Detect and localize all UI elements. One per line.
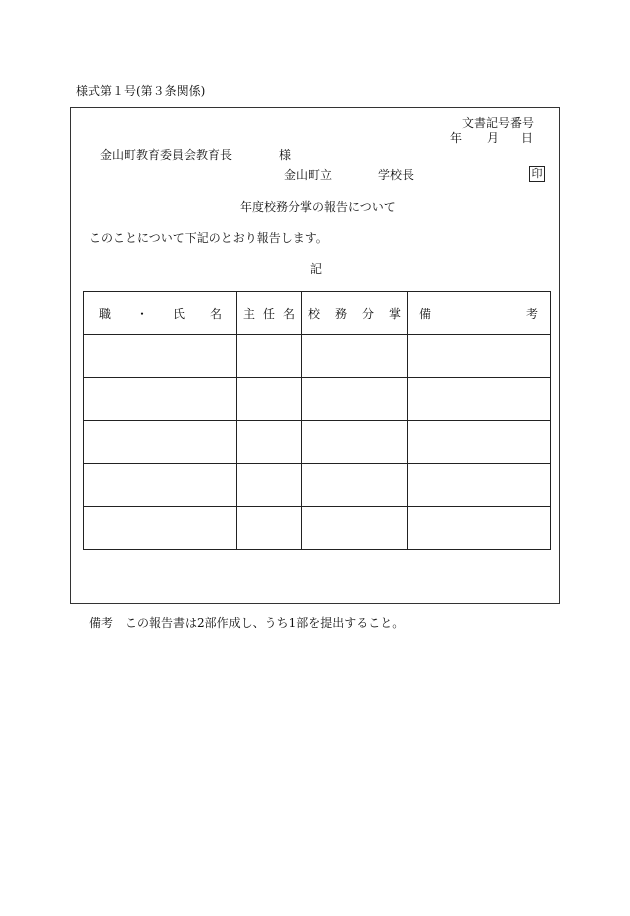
table-row (84, 378, 551, 421)
table-cell[interactable] (408, 335, 551, 378)
date-month-label: 月 (487, 131, 500, 145)
table-cell[interactable] (84, 464, 237, 507)
subject-title: 年度校務分掌の報告について (240, 200, 396, 214)
table-cell[interactable] (237, 378, 302, 421)
seal-stamp: 印 (529, 166, 545, 182)
table-cell[interactable] (237, 421, 302, 464)
table-cell[interactable] (237, 335, 302, 378)
table-cell[interactable] (302, 421, 408, 464)
table-row (84, 464, 551, 507)
table-cell[interactable] (408, 421, 551, 464)
table-cell[interactable] (237, 464, 302, 507)
table-row (84, 335, 551, 378)
header-duty-assignment (302, 292, 408, 335)
addressee-honorific: 様 (279, 148, 292, 162)
header-position-name (84, 292, 237, 335)
report-table (83, 291, 551, 550)
table-cell[interactable] (302, 464, 408, 507)
header-char: 分 (361, 306, 374, 321)
ki-label: 記 (310, 262, 323, 276)
table-cell[interactable] (302, 378, 408, 421)
header-char: 主 (243, 306, 256, 321)
table-cell[interactable] (84, 507, 237, 550)
body-text: このことについて下記のとおり報告します。 (89, 231, 328, 245)
table-row (84, 421, 551, 464)
date-year-label: 年 (450, 131, 463, 145)
header-char: 名 (209, 306, 222, 321)
table-cell[interactable] (302, 507, 408, 550)
sender-title: 学校長 (378, 168, 415, 182)
table-row (84, 507, 551, 550)
table-cell[interactable] (84, 335, 237, 378)
table-cell[interactable] (408, 464, 551, 507)
header-char: 名 (282, 306, 295, 321)
header-remarks (408, 292, 551, 335)
form-label: 様式第１号(第３条関係) (76, 84, 206, 98)
header-chief-name (237, 292, 302, 335)
table-cell[interactable] (84, 421, 237, 464)
header-char: 校 (308, 306, 321, 321)
header-char: 掌 (388, 306, 401, 321)
table-cell[interactable] (84, 378, 237, 421)
header-char: 氏 (172, 306, 185, 321)
header-char: 職 (99, 306, 112, 321)
table-cell[interactable] (237, 507, 302, 550)
addressee-name: 金山町教育委員会教育長 (100, 148, 233, 162)
header-char: 務 (334, 306, 347, 321)
table-cell[interactable] (302, 335, 408, 378)
table-cell[interactable] (408, 378, 551, 421)
header-char: ・ (135, 306, 148, 321)
sender-town-prefix: 金山町立 (284, 168, 333, 182)
header-char: 備 (419, 306, 432, 321)
table-header-row (84, 292, 551, 335)
header-char: 任 (262, 306, 275, 321)
footnote: 備考 この報告書は2部作成し、うち1部を提出すること。 (89, 616, 405, 630)
table-cell[interactable] (408, 507, 551, 550)
header-char: 考 (525, 306, 538, 321)
document-number: 文書記号番号 (462, 116, 535, 130)
date-day-label: 日 (521, 131, 534, 145)
